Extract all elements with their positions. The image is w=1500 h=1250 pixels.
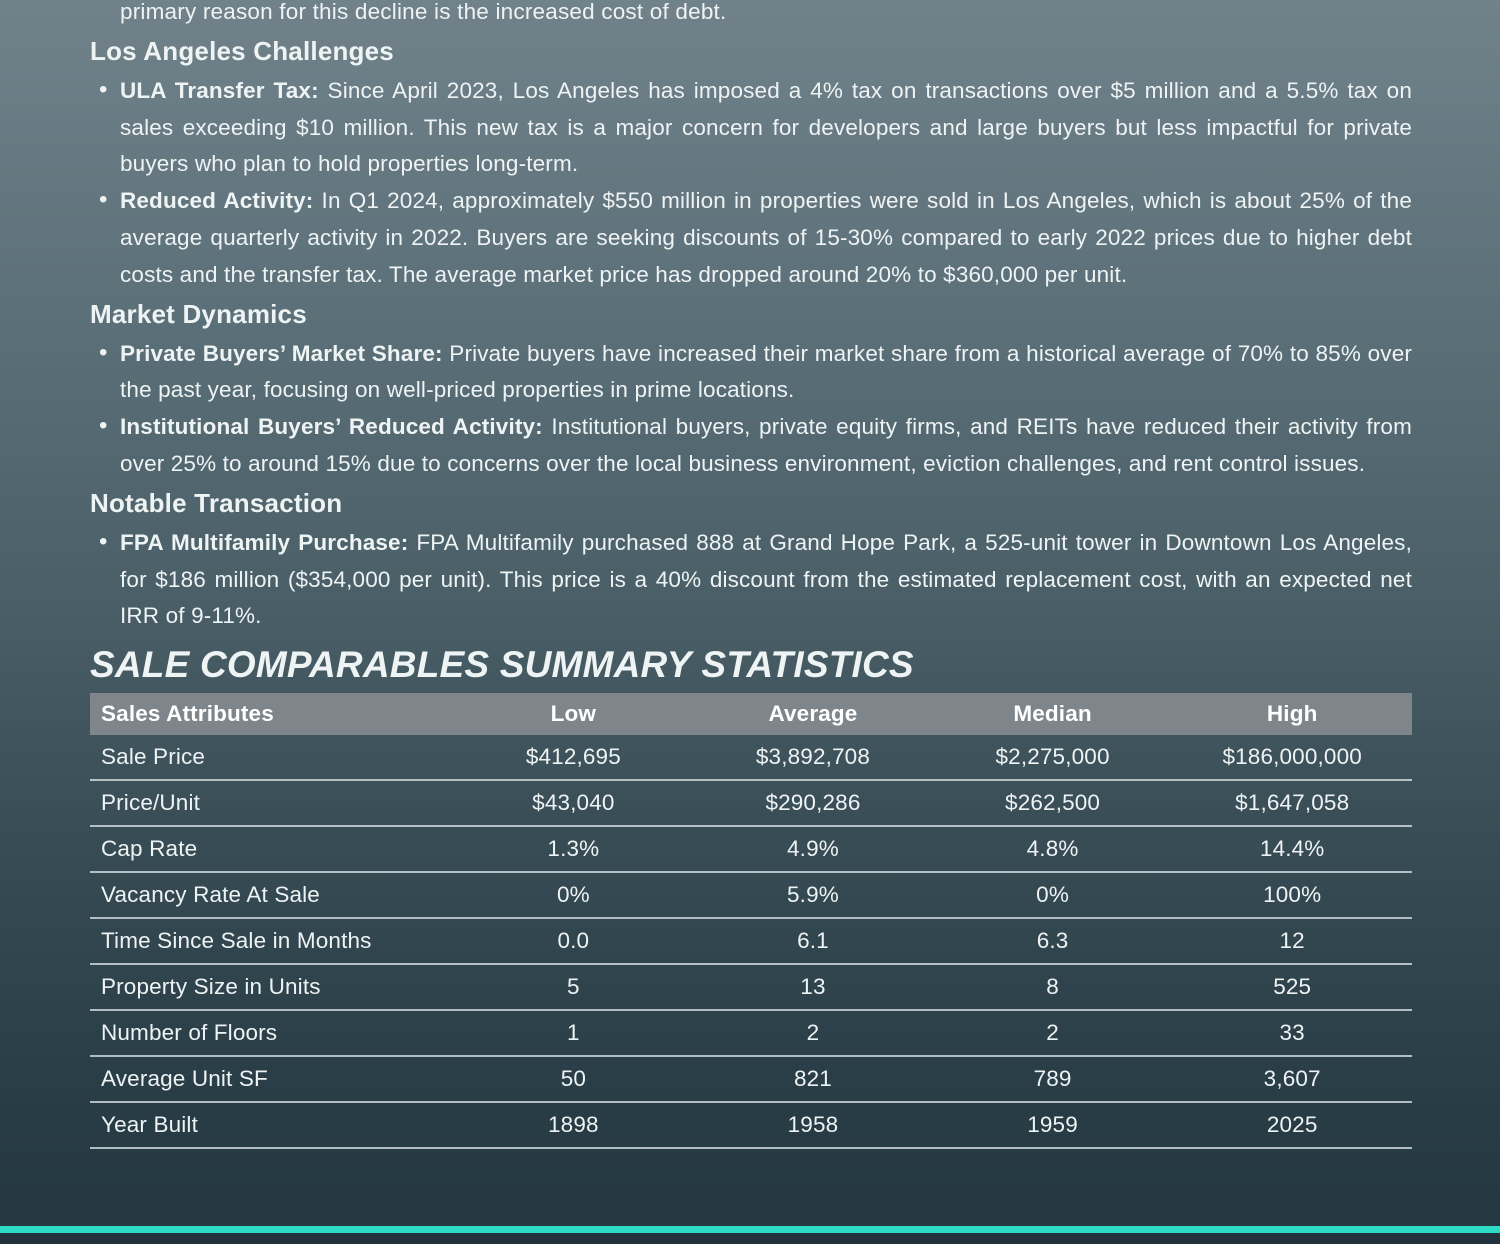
cell-high: $1,647,058: [1172, 780, 1412, 826]
cell-high: $186,000,000: [1172, 735, 1412, 780]
cell-average: 13: [693, 964, 933, 1010]
cell-average: 5.9%: [693, 872, 933, 918]
cell-high: 3,607: [1172, 1056, 1412, 1102]
cell-average: $3,892,708: [693, 735, 933, 780]
cell-median: 0%: [933, 872, 1173, 918]
bullet-lead: ULA Transfer Tax:: [120, 77, 319, 103]
section-heading-los-angeles-challenges: Los Angeles Challenges: [90, 35, 394, 66]
table-row: [90, 780, 1412, 826]
cell-low: $412,695: [454, 735, 694, 780]
bullet-fpa-multifamily: [90, 525, 1412, 635]
table-title: SALE COMPARABLES SUMMARY STATISTICS: [90, 644, 914, 686]
row-label: Property Size in Units: [90, 964, 454, 1010]
cell-high: 33: [1172, 1010, 1412, 1056]
column-header-average: Average: [693, 693, 933, 735]
row-label: Number of Floors: [90, 1010, 454, 1056]
row-label: Year Built: [90, 1102, 454, 1148]
table-row: [90, 826, 1412, 872]
column-header-low: Low: [454, 693, 694, 735]
bullet-lead: Institutional Buyers’ Reduced Activity:: [120, 414, 543, 440]
bullet-lead: FPA Multifamily Purchase:: [120, 529, 409, 555]
footer-bar: [0, 1233, 1500, 1244]
cell-median: 789: [933, 1056, 1173, 1102]
table-row: [90, 1010, 1412, 1056]
table-row: [90, 918, 1412, 964]
cell-high: 14.4%: [1172, 826, 1412, 872]
cell-high: 2025: [1172, 1102, 1412, 1148]
section-heading-notable-transaction: Notable Transaction: [90, 487, 343, 518]
truncated-paragraph-line: primary reason for this decline is the increased cost of debt.: [120, 0, 727, 24]
bullet-text: In Q1 2024, approximately $550 million in properties were sold in Los Angeles, which is about 25% of the average quarterly activity in 2022. Buyers are seeking discounts of 15-30% compared to early 2022 prices due to higher debt costs and the transfer tax. The average market price has dropped around 20% to $360,000 per unit.: [120, 188, 1412, 287]
cell-average: 1958: [693, 1102, 933, 1148]
bullet-text: Since April 2023, Los Angeles has imposed a 4% tax on transactions over $5 million and a 5.5% tax on sales exceeding $10 million. This new tax is a major concern for developers and large buyers but less impactful for private buyers who plan to hold properties long-term.: [120, 77, 1412, 177]
cell-low: $43,040: [454, 780, 694, 826]
cell-low: 1898: [454, 1102, 694, 1148]
column-header-sales-attributes: Sales Attributes: [90, 693, 454, 735]
cell-average: 821: [693, 1056, 933, 1102]
cell-high: 100%: [1172, 872, 1412, 918]
bullet-ula-transfer-tax: [90, 73, 1412, 183]
cell-low: 1.3%: [454, 826, 694, 872]
table-row: [90, 735, 1412, 780]
table-row: [90, 1056, 1412, 1102]
column-header-median: Median: [933, 693, 1173, 735]
section-heading-market-dynamics: Market Dynamics: [90, 298, 307, 329]
table-header-row: [90, 693, 1412, 735]
cell-median: 8: [933, 964, 1173, 1010]
bullet-list-notable-transaction: [90, 525, 1412, 635]
cell-low: 50: [454, 1056, 694, 1102]
table-row: [90, 964, 1412, 1010]
cell-low: 0%: [454, 872, 694, 918]
cell-median: $2,275,000: [933, 735, 1173, 780]
cell-low: 0.0: [454, 918, 694, 964]
bullet-text: Private buyers have increased their market share from a historical average of 70% to 85% over the past year, focusing on well-priced properties in prime locations.: [120, 340, 1412, 403]
bullet-lead: Private Buyers’ Market Share:: [120, 340, 443, 366]
column-header-high: High: [1172, 693, 1412, 735]
bullet-institutional-buyers: [90, 409, 1412, 483]
cell-median: 2: [933, 1010, 1173, 1056]
bullet-private-buyers-share: [90, 336, 1412, 410]
row-label: Average Unit SF: [90, 1056, 454, 1102]
bullet-list-market-dynamics: [90, 336, 1412, 483]
bullet-text: Institutional buyers, private equity firms, and REITs have reduced their activity from over 25% to around 15% due to concerns over the local business environment, eviction challenges, and rent control issues.: [120, 414, 1412, 476]
row-label: Cap Rate: [90, 826, 454, 872]
row-label: Sale Price: [90, 735, 454, 780]
cell-median: $262,500: [933, 780, 1173, 826]
bullet-list-la-challenges: [90, 73, 1412, 294]
cell-high: 12: [1172, 918, 1412, 964]
cell-average: 4.9%: [693, 826, 933, 872]
bullet-lead: Reduced Activity:: [120, 188, 314, 214]
bullet-reduced-activity: [90, 183, 1412, 293]
table-row: [90, 1102, 1412, 1148]
cell-median: 4.8%: [933, 826, 1173, 872]
row-label: Vacancy Rate At Sale: [90, 872, 454, 918]
cell-average: $290,286: [693, 780, 933, 826]
cell-high: 525: [1172, 964, 1412, 1010]
table-row: [90, 872, 1412, 918]
cell-average: 6.1: [693, 918, 933, 964]
row-label: Price/Unit: [90, 780, 454, 826]
row-label: Time Since Sale in Months: [90, 918, 454, 964]
teal-accent-divider: [0, 1226, 1500, 1233]
cell-low: 5: [454, 964, 694, 1010]
cell-median: 1959: [933, 1102, 1173, 1148]
bullet-text: FPA Multifamily purchased 888 at Grand Hope Park, a 525-unit tower in Downtown Los Angeles, for $186 million ($354,000 per unit). This price is a 40% discount from the estimated replacement cost, with an expected net IRR of 9-11%.: [120, 529, 1412, 629]
cell-median: 6.3: [933, 918, 1173, 964]
sale-comparables-table: [90, 693, 1412, 1149]
cell-average: 2: [693, 1010, 933, 1056]
cell-low: 1: [454, 1010, 694, 1056]
